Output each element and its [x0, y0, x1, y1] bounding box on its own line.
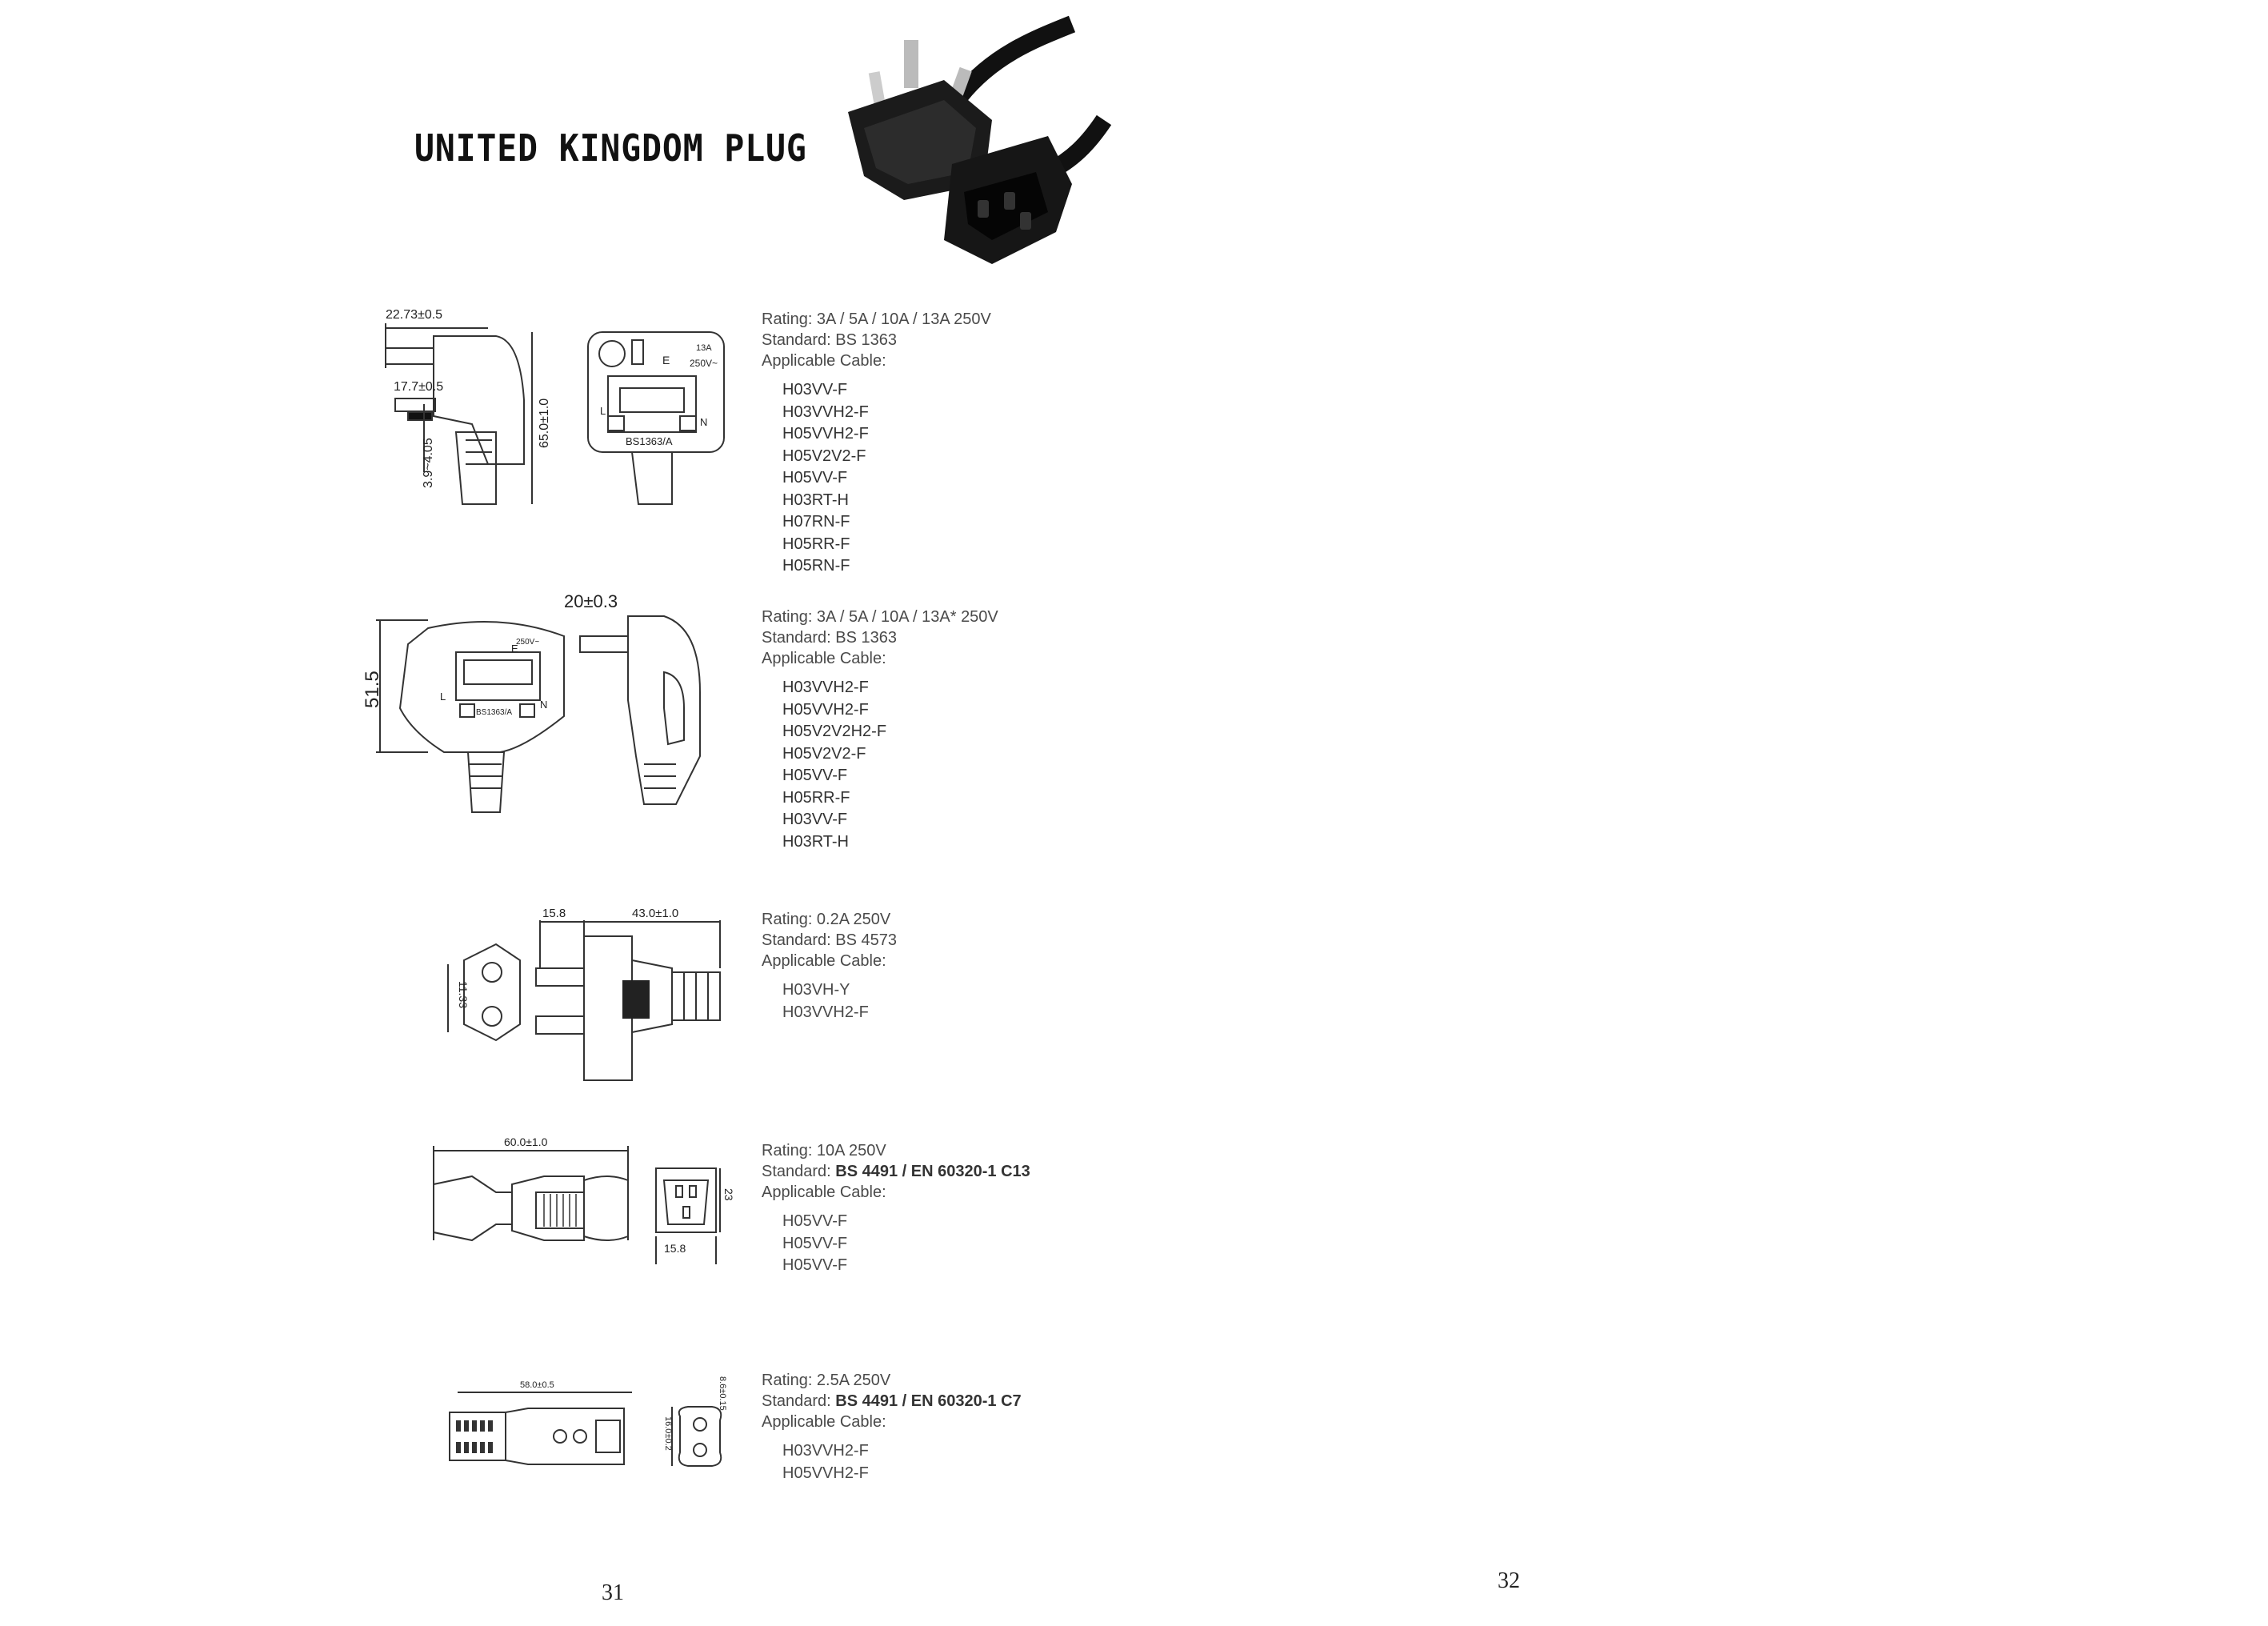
list-item: H05RN-F	[782, 557, 850, 575]
cable-list	[762, 979, 897, 1023]
list-item: H03RT-H	[782, 832, 849, 851]
rating-text: Rating: 2.5A 250V	[762, 1372, 891, 1389]
cable-list	[762, 677, 998, 853]
list-item: H03VV-F	[782, 381, 848, 398]
page-number-right: 32	[1498, 1568, 1520, 1593]
list-item: H03RT-H	[782, 491, 849, 509]
list-item: H05V2V2H2-F	[782, 723, 887, 740]
section-1-drawing	[376, 304, 752, 512]
section-2-drawing	[362, 591, 716, 828]
section-5-specs	[762, 1370, 1022, 1484]
mark-n: N	[540, 699, 548, 711]
rating-text: Rating: 3A / 5A / 10A / 13A* 250V	[762, 608, 998, 626]
dim-c: 3.9~4.05	[422, 438, 435, 488]
section-2-specs	[762, 607, 998, 853]
mark-e: E	[511, 643, 518, 655]
mark-volt: 250V~	[516, 638, 540, 647]
list-item: H05V2V2-F	[782, 447, 866, 465]
standard-text: Standard: BS 4573	[762, 931, 898, 949]
list-item: H07RN-F	[782, 513, 850, 531]
list-item: H03VV-F	[782, 811, 848, 828]
rating-text: Rating: 3A / 5A / 10A / 13A 250V	[762, 310, 991, 328]
list-item: H05VV-F	[782, 469, 848, 487]
list-item: H05VV-F	[782, 1234, 848, 1252]
mark-amp: 13A	[696, 343, 712, 353]
mark-l: L	[440, 691, 446, 703]
dim-a: 15.8	[542, 907, 566, 920]
list-item: H05V2V2-F	[782, 744, 866, 763]
dim-b: 17.7±0.5	[394, 380, 444, 394]
list-item: H05VV-F	[782, 1212, 848, 1230]
list-item: H03VVH2-F	[782, 1003, 869, 1021]
dim-c: 11.33	[457, 981, 470, 1008]
mark-l: L	[600, 405, 606, 417]
section-3-specs	[762, 909, 897, 1023]
dim-c: 16.0±0.2	[663, 1416, 673, 1451]
standard-text: Standard: BS 4491 / EN 60320-1 C13	[762, 1163, 1030, 1180]
list-item: H05VVH2-F	[782, 425, 869, 443]
section-4-specs	[762, 1140, 1030, 1277]
dim-b: 51.5	[362, 671, 383, 708]
dim-a: 60.0±1.0	[504, 1135, 548, 1148]
list-item: H03VH-Y	[782, 981, 850, 999]
mark-std: BS1363/A	[476, 708, 513, 717]
dim-b: 43.0±1.0	[632, 907, 679, 920]
standard-text: Standard: BS 4491 / EN 60320-1 C7	[762, 1392, 1022, 1410]
list-item: H05RR-F	[782, 535, 850, 553]
mark-volt: 250V~	[690, 358, 718, 369]
list-item: H03VVH2-F	[782, 1442, 869, 1460]
dim-a: 20±0.3	[564, 591, 618, 611]
mark-n: N	[700, 416, 708, 428]
list-item: H05RR-F	[782, 788, 850, 807]
cable-list	[762, 1440, 1022, 1484]
list-item: H05VV-F	[782, 767, 848, 784]
section-4-drawing	[424, 1136, 736, 1272]
standard-text: Standard: BS 1363	[762, 331, 898, 349]
dim-a: 22.73±0.5	[386, 308, 443, 322]
page-number-left: 31	[602, 1580, 624, 1605]
cable-label: Applicable Cable:	[762, 952, 886, 970]
cable-label: Applicable Cable:	[762, 650, 886, 667]
plug-photo	[832, 24, 1104, 312]
section-3-drawing	[432, 904, 736, 1064]
dim-c: 15.8	[664, 1242, 686, 1255]
cable-list	[762, 1211, 1030, 1277]
list-item: H03VVH2-F	[782, 402, 869, 421]
page-title: UNITED KINGDOM PLUG	[414, 126, 807, 170]
list-item: H05VVH2-F	[782, 1464, 869, 1482]
dim-b: 23	[722, 1188, 735, 1201]
cable-label: Applicable Cable:	[762, 1183, 886, 1201]
rating-text: Rating: 0.2A 250V	[762, 911, 891, 928]
mark-std: BS1363/A	[626, 435, 673, 447]
dim-d: 65.0±1.0	[538, 398, 551, 448]
standard-text: Standard: BS 1363	[762, 629, 898, 647]
section-5-drawing	[440, 1376, 736, 1480]
list-item: H03VVH2-F	[782, 679, 869, 696]
cable-list	[762, 379, 991, 578]
dim-a: 58.0±0.5	[520, 1380, 554, 1390]
list-item: H05VV-F	[782, 1256, 848, 1274]
cable-label: Applicable Cable:	[762, 352, 886, 370]
dim-b: 8.6±0.15	[718, 1376, 727, 1411]
rating-text: Rating: 10A 250V	[762, 1142, 886, 1159]
section-1-specs	[762, 309, 991, 578]
list-item: H05VVH2-F	[782, 700, 869, 719]
mark-e: E	[662, 354, 670, 366]
cable-label: Applicable Cable:	[762, 1413, 886, 1431]
